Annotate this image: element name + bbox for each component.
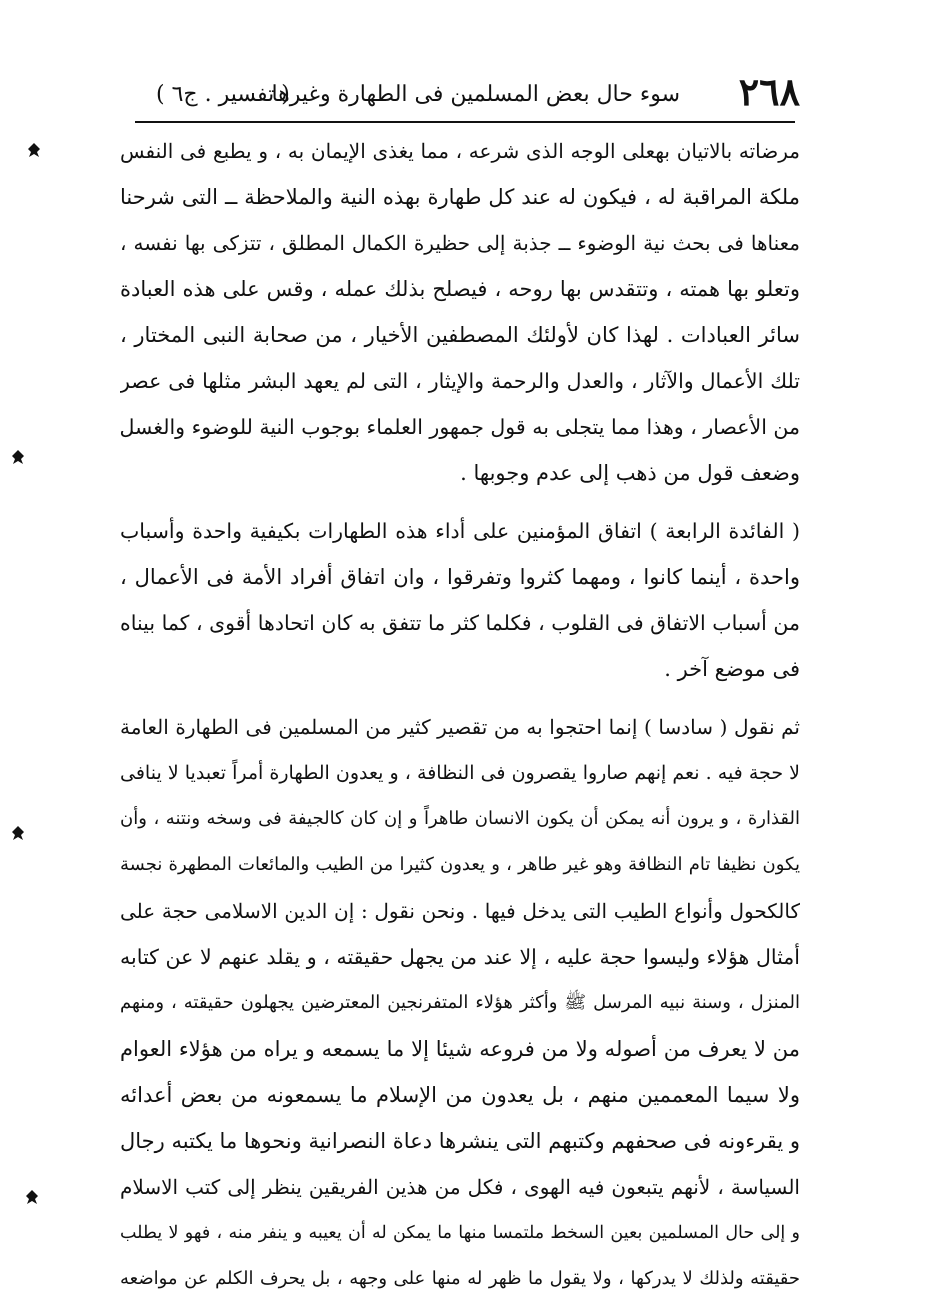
text-line: كالكحول وأنواع الطيب التى يدخل فيها . ونحن نقول : إن الدين الاسلامى حجة على — [120, 899, 800, 923]
page-number: ٢٦٨ — [738, 69, 800, 114]
text-line: فى موضع آخر . — [664, 657, 800, 681]
text-line: ولا سيما المعممين منهم ، بل يعدون من الإسلام ما يسمعونه من بعض أعدائه — [120, 1083, 800, 1107]
section-reference: ( تفسير . ج٦ ) — [156, 82, 290, 107]
text-line: و يقرءونه فى صحفهم وكتبهم التى ينشرها دعاة النصرانية ونحوها ما يكتبه رجال — [120, 1129, 800, 1153]
text-line: من الأعصار ، وهذا مما يتجلى به قول جمهور العلماء بوجوب النية للوضوء والغسل — [120, 415, 800, 439]
text-line: ملكة المراقبة له ، فيكون له عند كل طهارة بهذه النية والملاحظة ــ التى شرحنا — [120, 185, 800, 209]
paragraph — [120, 128, 800, 496]
paragraph — [120, 508, 800, 692]
text-line: وتعلو بها همته ، وتتقدس بها روحه ، فيصلح بذلك عمله ، وقس على هذه العبادة — [120, 277, 800, 301]
text-line: من لا يعرف من أصوله ولا من فروعه شيئا إلا ما يسمعه و يراه من هؤلاء العوام — [120, 1037, 800, 1061]
text-line: معناها فى بحث نية الوضوء ــ جذبة إلى حظيرة الكمال المطلق ، تتزكى بها نفسه ، — [120, 231, 800, 255]
text-line: السياسة ، لأنهم يتبعون فيه الهوى ، فكل من هذين الفريقين ينظر إلى كتب الاسلام — [120, 1175, 800, 1199]
header-rule — [135, 121, 795, 123]
text-line: لا حجة فيه . نعم إنهم صاروا يقصرون فى النظافة ، و يعدون الطهارة أمراً تعبديا لا ينافى — [120, 762, 800, 784]
text-line: واحدة ، أينما كانوا ، ومهما كثروا وتفرقوا ، وان اتفاق أفراد الأمة فى الأعمال ، — [120, 565, 800, 589]
running-title: سوء حال بعض المسلمين فى الطهارة وغيرها — [271, 82, 680, 107]
text-line: سائر العبادات . لهذا كان لأولئك المصطفين الأخيار ، من صحابة النبى المختار ، — [120, 323, 800, 347]
text-line: يكون نظيفا تام النظافة وهو غير طاهر ، و يعدون كثيرا من الطيب والمائعات المطهرة نجسة — [120, 854, 800, 875]
binding-hole-mark — [12, 826, 24, 840]
binding-hole-mark — [26, 1190, 38, 1204]
text-line: و إلى حال المسلمين بعين السخط ملتمسا منها ما يمكن له أن يعيبه و ينفر منه ، فهو لا يطلب — [120, 1223, 800, 1243]
text-line: القذارة ، و يرون أنه يمكن أن يكون الانسان طاهراً و إن كان كالجيفة فى وسخه ونتنه ، وأن — [120, 808, 800, 829]
text-line: حقيقته ولذلك لا يدركها ، ولا يقول ما ظهر له منها على وجهه ، بل يحرف الكلم عن مواضعه — [120, 1268, 800, 1289]
text-line: مرضاته بالاتيان بهعلى الوجه الذى شرعه ، مما يغذى الإيمان به ، و يطبع فى النفس — [120, 139, 800, 163]
text-line: ثم نقول ( سادسا ) إنما احتجوا به من تقصير كثير من المسلمين فى الطهارة العامة — [120, 715, 800, 739]
text-line: وضعف قول من ذهب إلى عدم وجوبها . — [460, 461, 800, 485]
text-line: المنزل ، وسنة نبيه المرسل ﷺ وأكثر هؤلاء المتفرنجين المعترضين يجهلون حقيقته ، ومنهم — [120, 992, 800, 1013]
text-line: أمثال هؤلاء وليسوا حجة عليه ، إلا عند من يجهل حقيقته ، و يقلد عنهم لا عن كتابه — [120, 945, 800, 969]
text-line: من أسباب الاتفاق فى القلوب ، فكلما كثر ما تتفق به كان اتحادها أقوى ، كما بيناه — [120, 611, 800, 635]
binding-hole-mark — [12, 450, 24, 464]
paragraph — [120, 704, 800, 1302]
page-header — [150, 70, 800, 120]
text-line: ( الفائدة الرابعة ) اتفاق المؤمنين على أداء هذه الطهارات بكيفية واحدة وأسباب — [120, 519, 800, 543]
binding-hole-mark — [28, 143, 40, 157]
page-body — [120, 128, 800, 1302]
text-line: تلك الأعمال والآثار ، والعدل والرحمة والإيثار ، التى لم يعهد البشر مثلها فى عصر — [120, 369, 800, 393]
